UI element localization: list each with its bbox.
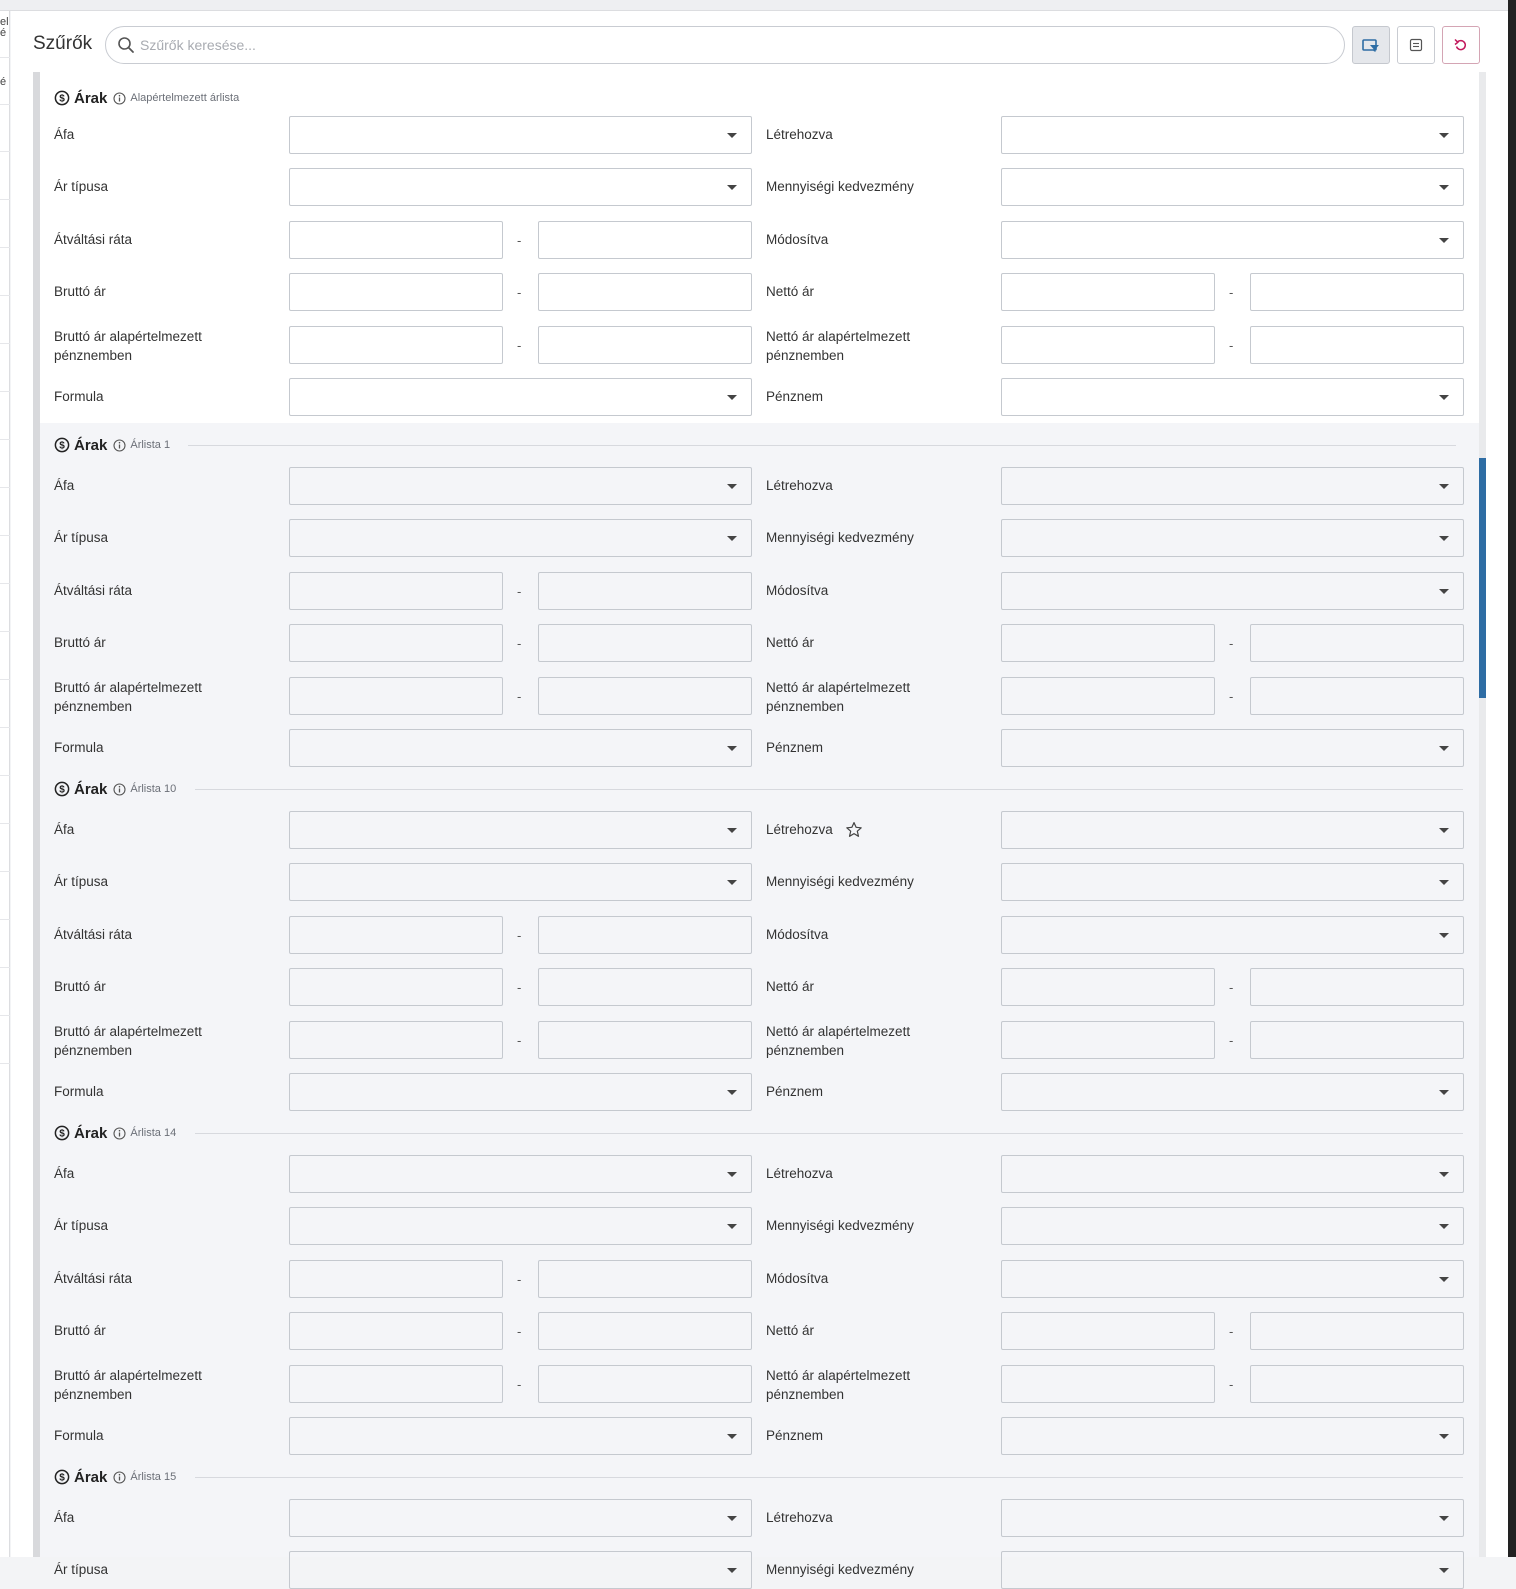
netto-ar-alap-from-input[interactable] [1001, 1021, 1215, 1059]
label-afa: Áfa [54, 1510, 75, 1525]
background-row-divider [0, 57, 10, 58]
background-text-fragment: é [0, 76, 7, 88]
brutto-ar-from-input[interactable] [289, 968, 503, 1006]
chevron-down-icon [1439, 880, 1449, 885]
chevron-down-icon [1439, 1277, 1449, 1282]
mennyisegi-kedvezmeny-select[interactable] [1001, 1207, 1464, 1245]
info-icon[interactable] [113, 783, 126, 796]
label-formula: Formula [54, 740, 104, 755]
afa-select[interactable] [289, 116, 752, 154]
modositva-select[interactable] [1001, 1260, 1464, 1298]
label-atvaltasi-rata: Átváltási ráta [54, 927, 133, 942]
atvaltasi-rata-to-input[interactable] [538, 1260, 752, 1298]
label-netto-ar-alap-line2: pénznemben [766, 348, 845, 363]
brutto-ar-alap-to-input[interactable] [538, 1021, 752, 1059]
brutto-ar-alap-from-input[interactable] [289, 1021, 503, 1059]
letrehozva-select[interactable] [1001, 811, 1464, 849]
ar-tipusa-select[interactable] [289, 1551, 752, 1589]
section-divider [188, 445, 1456, 446]
label-modositva: Módosítva [766, 232, 829, 247]
atvaltasi-rata-to-input[interactable] [538, 572, 752, 610]
chevron-down-icon [1439, 1224, 1449, 1229]
chevron-down-icon [727, 484, 737, 489]
chevron-down-icon [727, 746, 737, 751]
section-title: Árak [74, 89, 108, 107]
netto-ar-alap-to-input[interactable] [1250, 1021, 1464, 1059]
background-row-divider [0, 1015, 10, 1016]
undo-icon [1454, 38, 1468, 52]
brutto-ar-to-input[interactable] [538, 624, 752, 662]
letrehozva-select[interactable] [1001, 116, 1464, 154]
dollar-circle-icon [54, 1125, 70, 1141]
filter-search-box[interactable] [105, 26, 1345, 64]
panel-title: Szűrők [33, 33, 93, 54]
background-row-divider [0, 775, 10, 776]
chevron-down-icon [1439, 933, 1449, 938]
label-penznem: Pénznem [766, 1084, 824, 1099]
background-row-divider [0, 391, 10, 392]
brutto-ar-to-input[interactable] [538, 968, 752, 1006]
form-view-button[interactable] [1397, 26, 1435, 64]
brutto-ar-alap-to-input[interactable] [538, 1365, 752, 1403]
ar-tipusa-select[interactable] [289, 863, 752, 901]
brutto-ar-alap-from-input[interactable] [289, 1365, 503, 1403]
netto-ar-alap-to-input[interactable] [1250, 1365, 1464, 1403]
label-netto-ar-alap-line1: Nettó ár alapértelmezett [766, 1024, 911, 1039]
svg-text:$: $ [59, 1128, 65, 1140]
chevron-down-icon [727, 1434, 737, 1439]
mennyisegi-kedvezmeny-select[interactable] [1001, 519, 1464, 557]
range-separator: - [1229, 285, 1234, 300]
label-netto-ar-alap-line2: pénznemben [766, 1043, 845, 1058]
label-penznem: Pénznem [766, 389, 824, 404]
background-row-divider [0, 247, 10, 248]
section-header [54, 1123, 176, 1143]
modositva-select[interactable] [1001, 572, 1464, 610]
label-penznem: Pénznem [766, 1428, 824, 1443]
label-modositva: Módosítva [766, 583, 829, 598]
chevron-down-icon [727, 1516, 737, 1521]
brutto-ar-from-input[interactable] [289, 624, 503, 662]
price-filter-section [40, 767, 1479, 1111]
label-brutto-ar-alap-line2: pénznemben [54, 699, 133, 714]
background-row-divider [0, 967, 10, 968]
chevron-down-icon [1439, 1172, 1449, 1177]
netto-ar-alap-from-input[interactable] [1001, 326, 1215, 364]
ar-tipusa-select[interactable] [289, 1207, 752, 1245]
letrehozva-select[interactable] [1001, 1499, 1464, 1537]
chevron-down-icon [1439, 185, 1449, 190]
section-divider [195, 1133, 1463, 1134]
label-letrehozva: Létrehozva [766, 127, 833, 142]
price-filter-section [40, 423, 1479, 767]
background-row-divider [0, 727, 10, 728]
chevron-down-icon [1439, 1568, 1449, 1573]
label-ar-tipusa: Ár típusa [54, 530, 109, 545]
label-modositva: Módosítva [766, 927, 829, 942]
background-text-fragment: é [0, 27, 7, 39]
dollar-circle-icon [54, 1469, 70, 1485]
label-netto-ar-alap-line2: pénznemben [766, 699, 845, 714]
ar-tipusa-select[interactable] [289, 168, 752, 206]
letrehozva-select[interactable] [1001, 1155, 1464, 1193]
brutto-ar-alap-from-input[interactable] [289, 326, 503, 364]
modositva-select[interactable] [1001, 221, 1464, 259]
netto-ar-alap-to-input[interactable] [1250, 326, 1464, 364]
chevron-down-icon [1439, 1434, 1449, 1439]
section-header [54, 1467, 176, 1487]
netto-ar-to-input[interactable] [1250, 968, 1464, 1006]
label-netto-ar-alap-line1: Nettó ár alapértelmezett [766, 680, 911, 695]
penznem-select[interactable] [1001, 1417, 1464, 1455]
label-afa: Áfa [54, 127, 75, 142]
section-divider [195, 789, 1463, 790]
label-brutto-ar: Bruttó ár [54, 1323, 106, 1338]
background-row-divider [0, 535, 10, 536]
label-formula: Formula [54, 1084, 104, 1099]
label-afa: Áfa [54, 1166, 75, 1181]
section-divider [195, 1477, 1463, 1478]
background-row-divider [0, 1063, 10, 1064]
section-title: Árak [74, 780, 108, 798]
label-brutto-ar-alap-line2: pénznemben [54, 1387, 133, 1402]
mennyisegi-kedvezmeny-select[interactable] [1001, 168, 1464, 206]
section-title: Árak [74, 436, 108, 454]
background-row-divider [0, 487, 10, 488]
info-icon[interactable] [113, 1127, 126, 1140]
brutto-ar-to-input[interactable] [538, 273, 752, 311]
label-brutto-ar-alap-line2: pénznemben [54, 348, 133, 363]
svg-text:$: $ [59, 784, 65, 796]
star-icon[interactable] [845, 821, 863, 839]
chevron-down-icon [1439, 746, 1449, 751]
brutto-ar-alap-to-input[interactable] [538, 326, 752, 364]
filter-sections [33, 72, 1479, 1577]
label-brutto-ar-alap [54, 1366, 202, 1404]
background-row-divider [0, 583, 10, 584]
label-ar-tipusa: Ár típusa [54, 1562, 109, 1577]
label-brutto-ar: Bruttó ár [54, 635, 106, 650]
netto-ar-to-input[interactable] [1250, 1312, 1464, 1350]
section-title: Árak [74, 1468, 108, 1486]
label-afa: Áfa [54, 478, 75, 493]
info-icon[interactable] [113, 439, 126, 452]
chevron-down-icon [1439, 828, 1449, 833]
netto-ar-alap-from-input[interactable] [1001, 677, 1215, 715]
label-brutto-ar-alap-line1: Bruttó ár alapértelmezett [54, 680, 202, 695]
label-ar-tipusa: Ár típusa [54, 179, 109, 194]
range-separator: - [517, 233, 522, 248]
background-row-divider [0, 295, 10, 296]
label-brutto-ar-alap-line2: pénznemben [54, 1043, 133, 1058]
atvaltasi-rata-from-input[interactable] [289, 572, 503, 610]
label-netto-ar-alap-line1: Nettó ár alapértelmezett [766, 329, 911, 344]
dollar-circle-icon [54, 90, 70, 106]
netto-ar-alap-from-input[interactable] [1001, 1365, 1215, 1403]
label-mennyisegi-kedvezmeny: Mennyiségi kedvezmény [766, 874, 914, 889]
chevron-down-icon [727, 1224, 737, 1229]
chevron-down-icon [727, 828, 737, 833]
svg-text:$: $ [59, 1472, 65, 1484]
filter-apply-icon [1362, 37, 1380, 53]
label-netto-ar-alap [766, 678, 910, 716]
dollar-circle-icon [54, 437, 70, 453]
label-mennyisegi-kedvezmeny: Mennyiségi kedvezmény [766, 179, 914, 194]
range-separator: - [1229, 1324, 1234, 1339]
search-input[interactable] [140, 33, 1330, 57]
label-atvaltasi-rata: Átváltási ráta [54, 583, 133, 598]
label-brutto-ar-alap [54, 678, 202, 716]
formula-select[interactable] [289, 729, 752, 767]
background-row-divider [0, 151, 10, 152]
range-separator: - [517, 1033, 522, 1048]
background-row-divider [0, 631, 10, 632]
afa-select[interactable] [289, 1155, 752, 1193]
section-header [54, 435, 170, 455]
price-filter-section [40, 72, 1479, 423]
window-edge [1508, 0, 1516, 1557]
label-letrehozva: Létrehozva [766, 822, 833, 837]
afa-select[interactable] [289, 1499, 752, 1537]
penznem-select[interactable] [1001, 1073, 1464, 1111]
label-brutto-ar-alap-line1: Bruttó ár alapértelmezett [54, 1024, 202, 1039]
chevron-down-icon [727, 536, 737, 541]
label-afa: Áfa [54, 822, 75, 837]
label-netto-ar: Nettó ár [766, 635, 815, 650]
section-subtitle: Árlista 15 [130, 1471, 177, 1483]
chevron-down-icon [727, 880, 737, 885]
scrollbar-thumb[interactable] [1479, 458, 1486, 698]
netto-ar-from-input[interactable] [1001, 273, 1215, 311]
background-row-divider [0, 823, 10, 824]
svg-text:$: $ [59, 93, 65, 105]
background-row-divider [0, 199, 10, 200]
brutto-ar-from-input[interactable] [289, 1312, 503, 1350]
penznem-select[interactable] [1001, 378, 1464, 416]
label-netto-ar: Nettó ár [766, 1323, 815, 1338]
form-icon [1409, 38, 1423, 52]
scrollbar-track[interactable] [1479, 72, 1486, 1557]
section-subtitle: Árlista 1 [130, 439, 171, 451]
range-separator: - [517, 689, 522, 704]
label-netto-ar: Nettó ár [766, 284, 815, 299]
price-filter-section [40, 1111, 1479, 1455]
range-separator: - [1229, 338, 1234, 353]
afa-select[interactable] [289, 811, 752, 849]
label-brutto-ar: Bruttó ár [54, 979, 106, 994]
chevron-down-icon [1439, 1090, 1449, 1095]
apply-filters-button[interactable] [1352, 26, 1390, 64]
chevron-down-icon [727, 133, 737, 138]
range-separator: - [517, 1324, 522, 1339]
modositva-select[interactable] [1001, 916, 1464, 954]
brutto-ar-alap-to-input[interactable] [538, 677, 752, 715]
label-ar-tipusa: Ár típusa [54, 1218, 109, 1233]
label-netto-ar: Nettó ár [766, 979, 815, 994]
filter-panel [11, 11, 1508, 1577]
label-letrehozva: Létrehozva [766, 1166, 833, 1181]
section-header [54, 779, 176, 799]
label-atvaltasi-rata: Átváltási ráta [54, 1271, 133, 1286]
chevron-down-icon [727, 1172, 737, 1177]
atvaltasi-rata-from-input[interactable] [289, 916, 503, 954]
label-brutto-ar-alap [54, 1022, 202, 1060]
range-separator: - [517, 636, 522, 651]
reset-filters-button[interactable] [1442, 26, 1480, 64]
section-title: Árak [74, 1124, 108, 1142]
range-separator: - [517, 285, 522, 300]
range-separator: - [1229, 1377, 1234, 1392]
formula-select[interactable] [289, 1073, 752, 1111]
chevron-down-icon [1439, 484, 1449, 489]
label-brutto-ar-alap-line1: Bruttó ár alapértelmezett [54, 329, 202, 344]
mennyisegi-kedvezmeny-select[interactable] [1001, 1551, 1464, 1589]
range-separator: - [517, 928, 522, 943]
letrehozva-select[interactable] [1001, 467, 1464, 505]
label-ar-tipusa: Ár típusa [54, 874, 109, 889]
label-mennyisegi-kedvezmeny: Mennyiségi kedvezmény [766, 1218, 914, 1233]
brutto-ar-to-input[interactable] [538, 1312, 752, 1350]
chevron-down-icon [1439, 238, 1449, 243]
background-text-fragment: el [0, 16, 9, 28]
netto-ar-alap-to-input[interactable] [1250, 677, 1464, 715]
formula-select[interactable] [289, 378, 752, 416]
background-row-divider [0, 679, 10, 680]
label-letrehozva: Létrehozva [766, 1510, 833, 1525]
netto-ar-from-input[interactable] [1001, 624, 1215, 662]
svg-text:$: $ [59, 440, 65, 452]
chevron-down-icon [727, 1568, 737, 1573]
dollar-circle-icon [54, 781, 70, 797]
background-row-divider [0, 871, 10, 872]
label-brutto-ar: Bruttó ár [54, 284, 106, 299]
background-row-divider [0, 919, 10, 920]
range-separator: - [1229, 980, 1234, 995]
range-separator: - [517, 338, 522, 353]
label-netto-ar-alap [766, 1366, 910, 1404]
chevron-down-icon [1439, 536, 1449, 541]
background-row-divider [0, 104, 10, 105]
chevron-down-icon [1439, 1516, 1449, 1521]
afa-select[interactable] [289, 467, 752, 505]
chevron-down-icon [1439, 395, 1449, 400]
price-filter-section [40, 1455, 1479, 1577]
label-netto-ar-alap [766, 1022, 910, 1060]
background-table-edge [0, 11, 10, 1557]
section-subtitle: Árlista 14 [130, 1127, 177, 1139]
label-penznem: Pénznem [766, 740, 824, 755]
range-separator: - [1229, 1033, 1234, 1048]
label-modositva: Módosítva [766, 1271, 829, 1286]
info-icon[interactable] [113, 92, 126, 105]
label-letrehozva: Létrehozva [766, 478, 833, 493]
range-separator: - [517, 584, 522, 599]
window-top-strip [0, 0, 1508, 11]
label-atvaltasi-rata: Átváltási ráta [54, 232, 133, 247]
chevron-down-icon [1439, 133, 1449, 138]
chevron-down-icon [727, 395, 737, 400]
atvaltasi-rata-from-input[interactable] [289, 221, 503, 259]
ar-tipusa-select[interactable] [289, 519, 752, 557]
search-icon [117, 36, 135, 54]
label-formula: Formula [54, 1428, 104, 1443]
netto-ar-from-input[interactable] [1001, 968, 1215, 1006]
section-header [54, 88, 239, 108]
label-brutto-ar-alap [54, 327, 202, 365]
background-row-divider [0, 439, 10, 440]
label-netto-ar-alap [766, 327, 910, 365]
label-brutto-ar-alap-line1: Bruttó ár alapértelmezett [54, 1368, 202, 1383]
netto-ar-to-input[interactable] [1250, 624, 1464, 662]
background-row-divider [0, 343, 10, 344]
label-netto-ar-alap-line2: pénznemben [766, 1387, 845, 1402]
section-subtitle: Alapértelmezett árlista [130, 92, 240, 104]
chevron-down-icon [727, 185, 737, 190]
atvaltasi-rata-to-input[interactable] [538, 916, 752, 954]
range-separator: - [517, 980, 522, 995]
label-mennyisegi-kedvezmeny: Mennyiségi kedvezmény [766, 1562, 914, 1577]
formula-select[interactable] [289, 1417, 752, 1455]
label-netto-ar-alap-line1: Nettó ár alapértelmezett [766, 1368, 911, 1383]
netto-ar-to-input[interactable] [1250, 273, 1464, 311]
brutto-ar-alap-from-input[interactable] [289, 677, 503, 715]
atvaltasi-rata-to-input[interactable] [538, 221, 752, 259]
chevron-down-icon [1439, 589, 1449, 594]
section-subtitle: Árlista 10 [130, 783, 177, 795]
label-formula: Formula [54, 389, 104, 404]
label-mennyisegi-kedvezmeny: Mennyiségi kedvezmény [766, 530, 914, 545]
penznem-select[interactable] [1001, 729, 1464, 767]
info-icon[interactable] [113, 1471, 126, 1484]
range-separator: - [517, 1272, 522, 1287]
atvaltasi-rata-from-input[interactable] [289, 1260, 503, 1298]
brutto-ar-from-input[interactable] [289, 273, 503, 311]
range-separator: - [1229, 689, 1234, 704]
range-separator: - [517, 1377, 522, 1392]
mennyisegi-kedvezmeny-select[interactable] [1001, 863, 1464, 901]
netto-ar-from-input[interactable] [1001, 1312, 1215, 1350]
range-separator: - [1229, 636, 1234, 651]
chevron-down-icon [727, 1090, 737, 1095]
